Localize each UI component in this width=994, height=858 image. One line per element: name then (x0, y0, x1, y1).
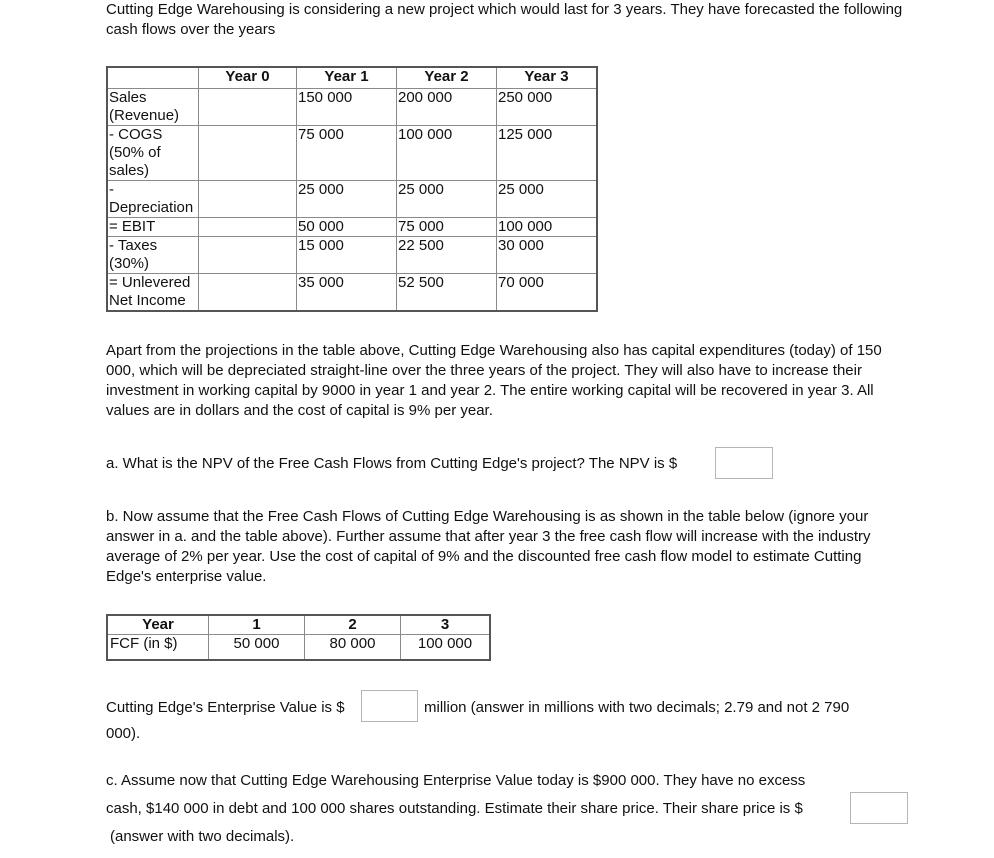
row-label-ebit: = EBIT (107, 218, 199, 237)
question-b-answer-suffix: million (answer in millions with two decimals; 2.79 and not 2 790 (424, 699, 850, 716)
fcf-value-year-3: 100 000 (401, 635, 491, 661)
question-b-text: b. Now assume that the Free Cash Flows of Cutting Edge Warehousing is as shown in the table below (ignore your answer in a. and the table above). Further assume that after year 3 the free cash flow will increase with the industry average of 2% per year. Use the cost of capital of 9% and the discounted free cash flow model to estimate Cutting Edge's enterprise value. (106, 508, 871, 585)
enterprise-value-input[interactable] (361, 690, 418, 722)
fcf-value-row (107, 635, 490, 661)
cell: 22 500 (397, 237, 497, 274)
cell: 50 000 (297, 218, 397, 237)
table-header-row (107, 67, 597, 89)
fcf-table (106, 614, 491, 661)
cell (199, 181, 297, 218)
row-label-cogs: - COGS (50% of sales) (107, 126, 199, 181)
question-b-answer-suffix-cont: 000). (106, 725, 141, 742)
share-price-input[interactable] (850, 792, 908, 824)
table-row (107, 89, 597, 126)
cell: 125 000 (497, 126, 598, 181)
cell: 52 500 (397, 274, 497, 312)
cell: 150 000 (297, 89, 397, 126)
header-year-3: Year 3 (497, 67, 598, 89)
table-row (107, 274, 597, 312)
cashflow-table (106, 66, 598, 312)
fcf-header-year-1: 1 (209, 615, 305, 635)
cell: 70 000 (497, 274, 598, 312)
table-row (107, 126, 597, 181)
question-a-text: a. What is the NPV of the Free Cash Flows from Cutting Edge's project? The NPV is $ (106, 455, 678, 472)
cell: 25 000 (497, 181, 598, 218)
row-label-net-income: = Unlevered Net Income (107, 274, 199, 312)
cell (199, 218, 297, 237)
row-label-depreciation: - Depreciation (107, 181, 199, 218)
table-row (107, 237, 597, 274)
fcf-header-row (107, 615, 490, 635)
cell: 25 000 (297, 181, 397, 218)
fcf-header-year-2: 2 (305, 615, 401, 635)
header-blank (107, 67, 199, 89)
cell (199, 126, 297, 181)
cell: 250 000 (497, 89, 598, 126)
cell: 35 000 (297, 274, 397, 312)
cell: 30 000 (497, 237, 598, 274)
row-label-taxes: - Taxes (30%) (107, 237, 199, 274)
cell: 100 000 (497, 218, 598, 237)
header-year-0: Year 0 (199, 67, 297, 89)
table-row (107, 181, 597, 218)
fcf-header-year-3: 3 (401, 615, 491, 635)
cell: 15 000 (297, 237, 397, 274)
fcf-header-year-label: Year (107, 615, 209, 635)
cell: 75 000 (297, 126, 397, 181)
cell (199, 274, 297, 312)
question-c-line-3: (answer with two decimals). (110, 828, 295, 845)
cell: 100 000 (397, 126, 497, 181)
table-row (107, 218, 597, 237)
fcf-value-year-1: 50 000 (209, 635, 305, 661)
question-c-line-1: c. Assume now that Cutting Edge Warehousing Enterprise Value today is $900 000. They have no excess (106, 772, 806, 789)
question-b-answer-prefix: Cutting Edge's Enterprise Value is $ (106, 699, 345, 716)
fcf-row-label: FCF (in $) (107, 635, 209, 661)
cell: 200 000 (397, 89, 497, 126)
context-paragraph: Apart from the projections in the table above, Cutting Edge Warehousing also has capital expenditures (today) of 150 000, which will be depreciated straight-line over the three years of the project. They will also have to increase their investment in working capital by 9000 in year 1 and year 2. The entire working capital will be recovered in year 3. All values are in dollars and the cost of capital is 9% per year. (106, 342, 882, 419)
cell: 75 000 (397, 218, 497, 237)
cell (199, 237, 297, 274)
cell (199, 89, 297, 126)
npv-answer-input[interactable] (715, 447, 773, 479)
question-c-line-2: cash, $140 000 in debt and 100 000 shares outstanding. Estimate their share price. Their share price is $ (106, 800, 803, 817)
header-year-2: Year 2 (397, 67, 497, 89)
cell: 25 000 (397, 181, 497, 218)
row-label-sales: Sales (Revenue) (107, 89, 199, 126)
fcf-value-year-2: 80 000 (305, 635, 401, 661)
intro-text: Cutting Edge Warehousing is considering a new project which would last for 3 years. They have forecasted the following cash flows over the years (106, 1, 903, 38)
header-year-1: Year 1 (297, 67, 397, 89)
